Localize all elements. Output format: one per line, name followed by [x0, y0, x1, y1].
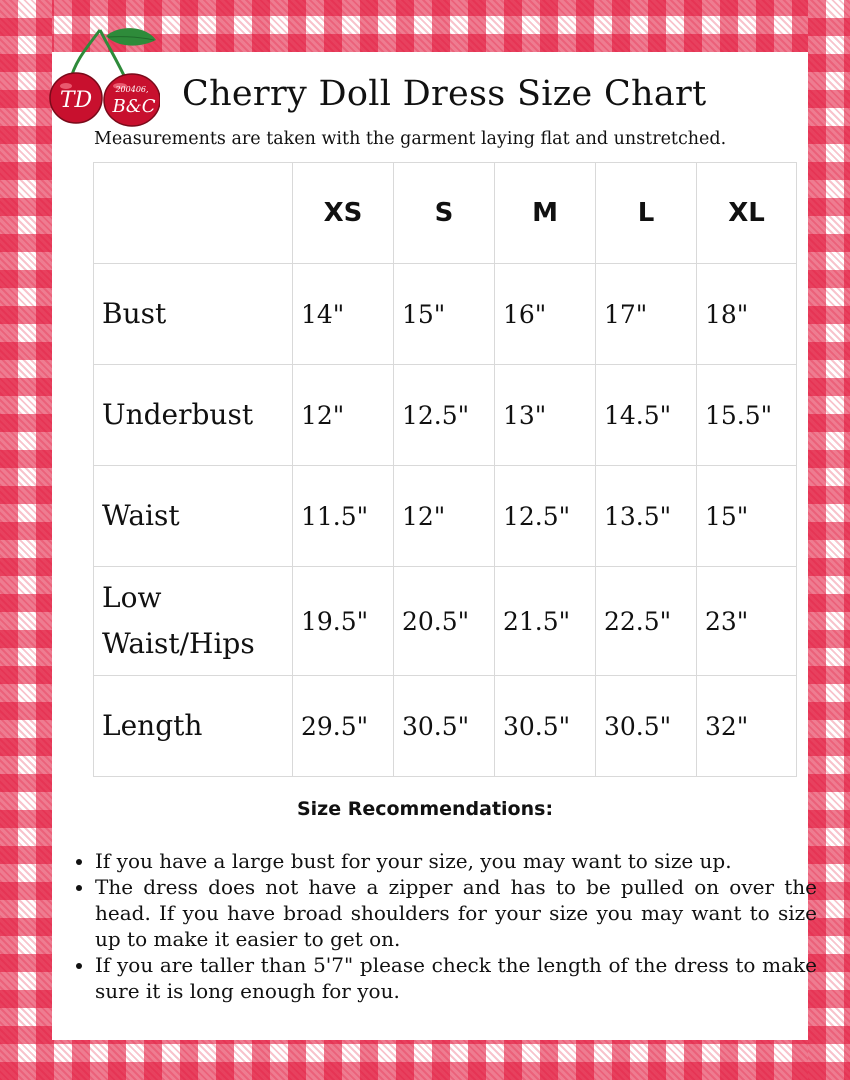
list-item: • The dress does not have a zipper and has to be pulled on over the head. If you have broad shoulders for your size you may want to size up to make it easier to get on.	[95, 874, 817, 952]
cherry-logo	[48, 22, 160, 130]
page-title: Cherry Doll Dress Size Chart	[182, 74, 707, 114]
row-label: Waist	[94, 466, 293, 567]
table-cell: 30.5"	[495, 676, 596, 777]
size-header: M	[495, 163, 596, 264]
size-header: S	[394, 163, 495, 264]
size-chart-table	[93, 162, 797, 777]
header-empty-cell	[94, 163, 293, 264]
table-row	[94, 676, 797, 777]
size-header: L	[596, 163, 697, 264]
table-cell: 15.5"	[697, 365, 797, 466]
row-label: Underbust	[94, 365, 293, 466]
table-cell: 12"	[394, 466, 495, 567]
table-row	[94, 466, 797, 567]
logo-monogram-left: TD	[59, 88, 93, 113]
table-cell: 19.5"	[293, 567, 394, 676]
table-cell: 23"	[697, 567, 797, 676]
table-cell: 14"	[293, 264, 394, 365]
table-cell: 20.5"	[394, 567, 495, 676]
logo-small-text: 200406,	[115, 85, 149, 94]
table-cell: 13"	[495, 365, 596, 466]
table-cell: 30.5"	[394, 676, 495, 777]
table-cell: 32"	[697, 676, 797, 777]
gingham-border-left	[0, 0, 52, 1080]
list-item: • If you are taller than 5'7" please check the length of the dress to make sure it is long enough for you.	[95, 952, 817, 1004]
table-cell: 21.5"	[495, 567, 596, 676]
table-cell: 13.5"	[596, 466, 697, 567]
list-item: • If you have a large bust for your size, you may want to size up.	[95, 848, 817, 874]
row-label: Length	[94, 676, 293, 777]
table-row	[94, 365, 797, 466]
table-cell: 18"	[697, 264, 797, 365]
row-label: Bust	[94, 264, 293, 365]
size-header: XL	[697, 163, 797, 264]
recommendations-heading: Size Recommendations:	[296, 798, 554, 820]
table-cell: 15"	[394, 264, 495, 365]
logo-monogram-right: B&C	[112, 96, 156, 117]
size-header: XS	[293, 163, 394, 264]
table-cell: 15"	[697, 466, 797, 567]
table-row	[94, 567, 797, 676]
recommendations-list	[74, 848, 817, 1004]
page-subtitle: Measurements are taken with the garment laying flat and unstretched.	[94, 129, 727, 149]
table-row	[94, 264, 797, 365]
table-cell: 22.5"	[596, 567, 697, 676]
table-cell: 12"	[293, 365, 394, 466]
table-cell: 17"	[596, 264, 697, 365]
table-cell: 16"	[495, 264, 596, 365]
table-cell: 12.5"	[394, 365, 495, 466]
table-cell: 29.5"	[293, 676, 394, 777]
table-cell: 30.5"	[596, 676, 697, 777]
table-cell: 11.5"	[293, 466, 394, 567]
row-label: Low Waist/Hips	[94, 567, 293, 676]
table-cell: 14.5"	[596, 365, 697, 466]
table-header-row	[94, 163, 797, 264]
table-cell: 12.5"	[495, 466, 596, 567]
gingham-border-bottom	[0, 1040, 850, 1080]
